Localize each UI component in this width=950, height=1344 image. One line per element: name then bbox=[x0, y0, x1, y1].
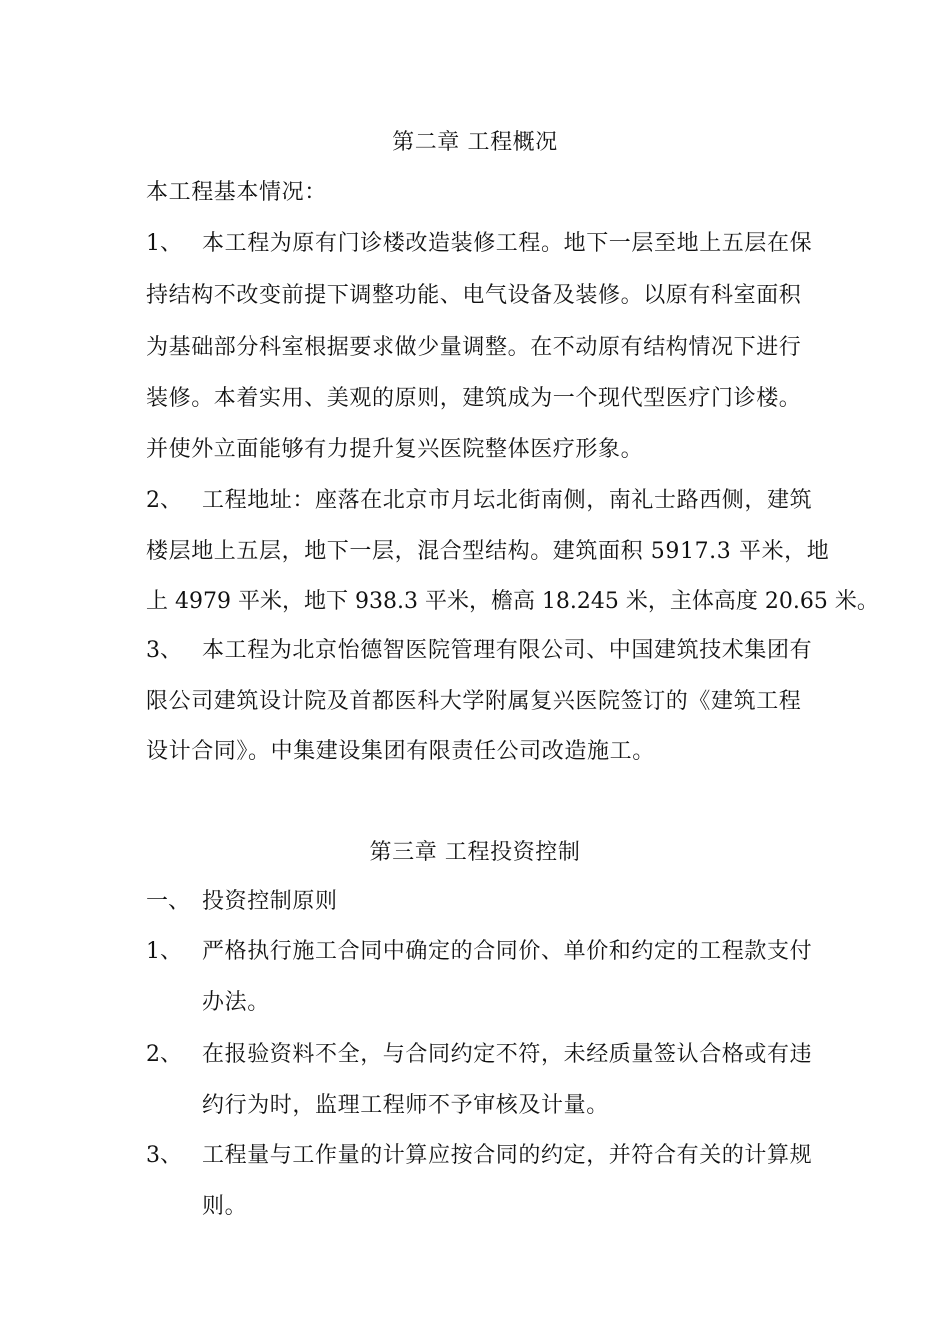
chapter-2-item-3-line-1: 本工程为北京怡德智医院管理有限公司、中国建筑技术集团有 bbox=[202, 638, 813, 663]
chapter-3-section-1-number: 一、 bbox=[146, 889, 191, 914]
chapter-2-item-1-line-4: 装修。本着实用、美观的原则，建筑成为一个现代型医疗门诊楼。 bbox=[146, 386, 802, 411]
chapter-2-item-1-line-3: 为基础部分科室根据要求做少量调整。在不动原有结构情况下进行 bbox=[146, 335, 802, 360]
chapter-3-item-3-line-1: 工程量与工作量的计算应按合同的约定，并符合有关的计算规 bbox=[202, 1143, 813, 1168]
chapter-2-item-2-number: 2、 bbox=[146, 488, 182, 513]
chapter-2-item-1-line-5: 并使外立面能够有力提升复兴医院整体医疗形象。 bbox=[146, 437, 644, 462]
chapter-3-item-2-number: 2、 bbox=[146, 1042, 182, 1067]
chapter-2-item-1-line-2: 持结构不改变前提下调整功能、电气设备及装修。以原有科室面积 bbox=[146, 283, 802, 308]
chapter-3-item-1-line-1: 严格执行施工合同中确定的合同价、单价和约定的工程款支付 bbox=[202, 939, 813, 964]
chapter-3-section-1-title: 投资控制原则 bbox=[202, 889, 338, 914]
chapter-3-item-1-line-2: 办法。 bbox=[202, 990, 270, 1015]
chapter-2-heading: 第二章 工程概况 bbox=[392, 130, 558, 155]
chapter-2-intro: 本工程基本情况： bbox=[146, 180, 327, 205]
chapter-3-item-3-number: 3、 bbox=[146, 1143, 182, 1168]
chapter-2-item-1-line-1: 本工程为原有门诊楼改造装修工程。地下一层至地上五层在保 bbox=[202, 231, 813, 256]
chapter-2-item-1-number: 1、 bbox=[146, 231, 182, 256]
chapter-3-item-3-line-2: 则。 bbox=[202, 1194, 248, 1219]
chapter-2-item-3-number: 3、 bbox=[146, 638, 182, 663]
chapter-2-item-2-line-3: 上 4979 平米，地下 938.3 平米，檐高 18.245 米，主体高度 20.65 米。 bbox=[146, 589, 879, 614]
chapter-2-item-3-line-3: 设计合同》。中集建设集团有限责任公司改造施工。 bbox=[146, 739, 655, 764]
chapter-2-item-3-line-2: 限公司建筑设计院及首都医科大学附属复兴医院签订的《建筑工程 bbox=[146, 689, 802, 714]
chapter-3-item-1-number: 1、 bbox=[146, 939, 182, 964]
chapter-3-heading: 第三章 工程投资控制 bbox=[369, 840, 581, 865]
chapter-3-item-2-line-2: 约行为时，监理工程师不予审核及计量。 bbox=[202, 1093, 609, 1118]
chapter-3-item-2-line-1: 在报验资料不全，与合同约定不符，未经质量签认合格或有违 bbox=[202, 1042, 813, 1067]
chapter-2-item-2-line-2: 楼层地上五层，地下一层，混合型结构。建筑面积 5917.3 平米，地 bbox=[146, 539, 830, 564]
chapter-2-item-2-line-1: 工程地址：座落在北京市月坛北街南侧，南礼士路西侧，建筑 bbox=[202, 488, 813, 513]
